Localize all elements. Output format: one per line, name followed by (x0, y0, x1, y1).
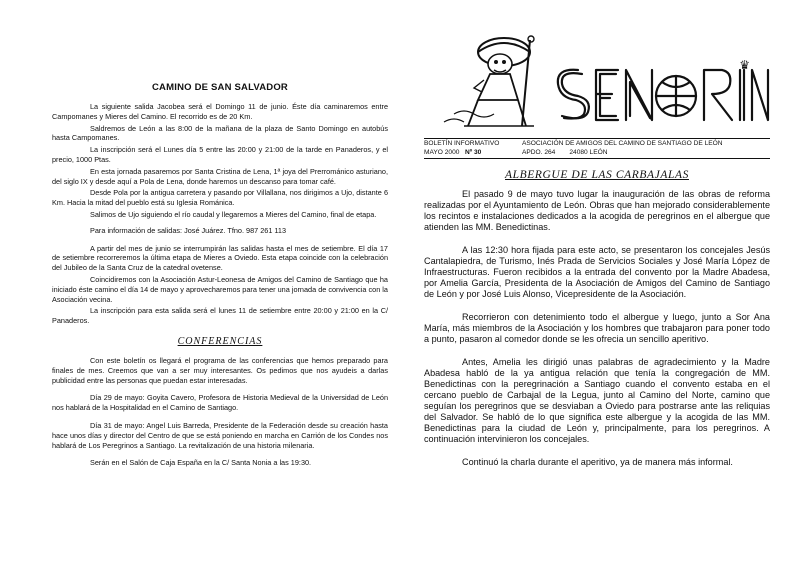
paragraph: Con este boletín os llegará el programa de las conferencias que hemos preparado para finales de mes. Creemos que van a ser muy interesantes. Os pedimos que nos ayudeis a darlas publicidad entre las personas que puedan estar interesadas. (52, 355, 388, 385)
paragraph: Día 29 de mayo: Goyita Cavero, Profesora de Historia Medieval de la Universidad de León nos hablará de la Hospitalidad en el Camino de Santiago. (52, 393, 388, 413)
crest-icon: ♛ (739, 58, 750, 72)
article-paragraph: A las 12:30 hora fijada para este acto, se presentaron los concejales Jesús Cantalapiedra, de Turismo, Inés Prada de Servicios Sociales y José María López de Infraestructuras. Fueron recibidos a la entrada del convento por la Madre Abadesa, por Amelia García, Presidenta de la Asociación de Amigos del Camino de Santiago de León y por José Luis Alonso, Vicepresidente de la Asociación. (424, 245, 770, 300)
right-column (424, 30, 770, 480)
article-paragraph: Continuó la charla durante el aperitivo, ya de manera más informal. (462, 457, 733, 468)
association-name: ASOCIACIÓN DE AMIGOS DEL CAMINO DE SANTIAGO DE LEÓN (522, 140, 723, 147)
section-heading-conferencias: CONFERENCIAS (177, 335, 263, 347)
postal-city: 24080 LEÓN (569, 148, 608, 156)
left-column (52, 82, 388, 470)
paragraph: Coincidiremos con la Asociación Astur-Leonesa de Amigos del Camino de Santiago que ha iniciado éste camino el día 14 de mayo y aprovecharemos para tener una jornada de convivencia con la Asociación vecina. (52, 274, 388, 304)
bulletin-label: BOLETÍN INFORMATIVO (424, 140, 500, 147)
paragraph: Desde Pola por la antigua carretera y pasando por Villallana, nos dirigimos a Ujo, distante 6 Km. Hacia la mitad del pueblo está su Iglesia Románica. (52, 188, 388, 208)
paragraph: En esta jornada pasaremos por Santa Cristina de Lena, 1ª joya del Prerrománico asturiano, del siglo IX y desde aquí a Pola de Lena, donde haremos un descanso para tomar café. (52, 166, 388, 186)
logo-text (556, 60, 770, 124)
section-heading-camino: CAMINO DE SAN SALVADOR (152, 82, 288, 93)
contact-line: Para información de salidas: José Juárez. Tfno. 987 261 113 (90, 225, 287, 235)
paragraph: Serán en el Salón de Caja España en la C/ Santa Nonia a las 19:30. (90, 458, 312, 468)
paragraph: La inscripción será el Lunes día 5 entre las 20:00 y 21:00 de la tarde en Panaderos, y el precio, 1000 Ptas. (52, 145, 388, 164)
postal-box: APDO. 264 (522, 148, 556, 156)
article-title: ALBERGUE DE LAS CARBAJALAS (505, 169, 689, 182)
article-paragraph: El pasado 9 de mayo tuvo lugar la inauguración de las obras de reforma realizadas por el Ayuntamiento de León. Obras que han mejorado considerablemente los recintos e instalaciones dedicados a la acogida de peregrinos en el albergue que atienden las MM. Benedictinas. (424, 189, 770, 233)
article-paragraph: Antes, Amelia les dirigió unas palabras de agradecimiento y la Madre Abadesa habló de la ya antigua relación que tenía la congregación de MM. Benedictinas con la peregrinación a Santiago cuando el convento estaba en el cercano pueblo de Carbajal de la Legua, junto al Camino del Norte, camino que seguían los peregrinos que se desviaban a Oviedo para postrarse ante las reliquias del Salvador. Se habló de lo que significa este albergue y la acogida de las MM. Benedictinas para la ciudad de León y, principalmente, para los peregrinos. A continuación intervinieron los concejales. (424, 357, 770, 445)
paragraph: La siguiente salida Jacobea será el Domingo 11 de junio. Éste día caminaremos entre Campomanes y Mieres del Camino. El recorrido es de 20 Km. (52, 102, 388, 121)
article-paragraph: Recorrieron con detenimiento todo el albergue y luego, junto a Sor Ana María, más miembros de la Asociación y los hombres que trabajaron para poner todo a punto, pasaron al comedor donde se les ofrecia un sencillo aperitivo. (424, 312, 770, 345)
issue-date: MAYO 2000 (424, 148, 460, 156)
paragraph: La inscripción para esta salida será el lunes 11 de setiembre entre 20:00 y 21:00 en la C/ Panaderos. (52, 306, 388, 326)
pilgrim-mascot-icon (434, 30, 562, 134)
issue-number: Nº 30 (464, 148, 482, 156)
paragraph: Saldremos de León a las 8:00 de la mañana de la plaza de Santo Domingo en autobús hasta Campomanes. (52, 123, 388, 143)
paragraph: Salimos de Ujo siguiendo el río caudal y llegaremos a Mieres del Camino, final de etapa. (90, 209, 377, 219)
paragraph: A partir del mes de junio se interrumpirán las salidas hasta el mes de setiembre. El día 17 de setiembre recorreremos la última etapa de Mieres a Oviedo. Esta etapa coincide con la celebración del Jubileo de la Santa Cruz de la catedral ovetense. (52, 243, 388, 273)
paragraph: Día 31 de mayo: Angel Luis Barreda, Presidente de la Federación desde su creación hasta hace unos días y director del Centro de que se está poniendo en marcha en Carrión de los Condes nos hablará de Los Peregrinos a Santiago. La revitalización de una historia milenaria. (52, 420, 388, 450)
masthead-logo (424, 30, 770, 134)
